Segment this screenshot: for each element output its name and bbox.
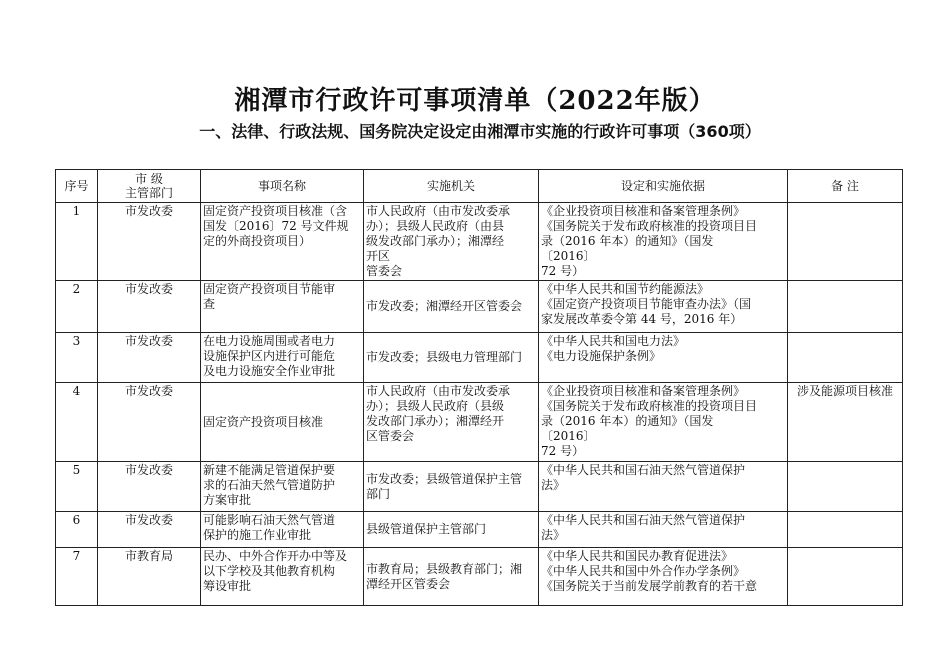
basis-line: 录（2016 年本）的通知》（国发 bbox=[541, 234, 714, 248]
basis-line: 72 号） bbox=[541, 264, 585, 278]
header-org: 实施机关 bbox=[364, 170, 539, 203]
org-line: 县级管道保护主管部门 bbox=[366, 522, 487, 536]
basis-line: 《企业投资项目核准和备案管理条例》 bbox=[541, 204, 746, 218]
basis-line: 〔2016〕 bbox=[541, 429, 596, 443]
cell-org bbox=[364, 462, 539, 512]
table-row bbox=[56, 333, 903, 383]
item-name-line: 求的石油天然气管道防护 bbox=[203, 478, 336, 492]
org-line: 管委会 bbox=[366, 264, 403, 278]
basis-line: 《国务院关于当前发展学前教育的若干意 bbox=[541, 579, 758, 593]
header-basis: 设定和实施依据 bbox=[539, 170, 788, 203]
basis-line: 《中华人民共和国节约能源法》 bbox=[541, 282, 710, 296]
item-name-line: 筹设审批 bbox=[203, 579, 252, 593]
item-name-line: 保护的施工作业审批 bbox=[203, 528, 312, 542]
cell-note bbox=[788, 512, 903, 548]
org-line: 潭经开区管委会 bbox=[366, 576, 451, 591]
item-name-line: 查 bbox=[203, 297, 216, 311]
basis-line: 《固定资产投资项目节能审查办法》（国 bbox=[541, 297, 752, 311]
cell-basis bbox=[539, 333, 788, 383]
basis-line: 《国务院关于发布政府核准的投资项目目 bbox=[541, 219, 758, 233]
cell-item-name bbox=[201, 512, 364, 548]
cell-org bbox=[364, 383, 539, 462]
basis-line: 《企业投资项目核准和备案管理条例》 bbox=[541, 384, 746, 398]
basis-line: 法》 bbox=[541, 528, 566, 542]
item-name-line: 新建不能满足管道保护要 bbox=[203, 463, 336, 477]
basis-line: 《国务院关于发布政府核准的投资项目目 bbox=[541, 399, 758, 413]
cell-org bbox=[364, 512, 539, 548]
permit-list-table bbox=[55, 169, 903, 606]
cell-dept: 市发改委 bbox=[98, 462, 201, 512]
org-line: 办）；县级人民政府（由县 bbox=[366, 219, 505, 233]
cell-no: 5 bbox=[56, 462, 98, 512]
cell-no: 4 bbox=[56, 383, 98, 462]
table-row bbox=[56, 203, 903, 281]
cell-dept: 市教育局 bbox=[98, 548, 201, 606]
cell-dept: 市发改委 bbox=[98, 383, 201, 462]
cell-item-name bbox=[201, 462, 364, 512]
cell-basis bbox=[539, 203, 788, 281]
cell-item-name bbox=[201, 548, 364, 606]
cell-basis bbox=[539, 462, 788, 512]
header-dept bbox=[98, 170, 201, 203]
item-name-line: 及电力设施安全作业审批 bbox=[203, 364, 336, 378]
org-line: 市教育局；县级教育部门；湘 bbox=[366, 561, 523, 576]
cell-no: 2 bbox=[56, 281, 98, 333]
table-row bbox=[56, 548, 903, 606]
basis-line: 《电力设施保护条例》 bbox=[541, 349, 662, 363]
org-line: 办）；县级人民政府（县级 bbox=[366, 399, 505, 413]
section-subtitle: 一、法律、行政法规、国务院决定设定由湘潭市实施的行政许可事项（360项） bbox=[199, 122, 761, 141]
item-name-line: 固定资产投资项目节能审 bbox=[203, 282, 336, 296]
cell-dept: 市发改委 bbox=[98, 512, 201, 548]
cell-note bbox=[788, 333, 903, 383]
cell-dept: 市发改委 bbox=[98, 333, 201, 383]
org-line: 区管委会 bbox=[366, 429, 415, 443]
cell-item-name bbox=[201, 383, 364, 462]
cell-note bbox=[788, 203, 903, 281]
cell-org bbox=[364, 548, 539, 606]
basis-line: 《中华人民共和国中外合作办学条例》 bbox=[541, 564, 746, 578]
cell-note: 涉及能源项目核准 bbox=[788, 383, 903, 462]
item-name-line: 方案审批 bbox=[203, 493, 252, 507]
cell-no: 7 bbox=[56, 548, 98, 606]
item-name-line: 在电力设施周围或者电力 bbox=[203, 334, 336, 348]
header-no: 序号 bbox=[56, 170, 98, 203]
cell-note bbox=[788, 281, 903, 333]
item-name-line: 定的外商投资项目） bbox=[203, 234, 312, 248]
cell-org bbox=[364, 203, 539, 281]
cell-org bbox=[364, 333, 539, 383]
org-line: 市发改委；县级电力管理部门 bbox=[366, 350, 523, 364]
basis-line: 《中华人民共和国民办教育促进法》 bbox=[541, 549, 734, 563]
cell-basis bbox=[539, 281, 788, 333]
basis-line: 《中华人民共和国石油天然气管道保护 bbox=[541, 513, 746, 527]
org-line: 部门 bbox=[366, 486, 391, 501]
header-name: 事项名称 bbox=[201, 170, 364, 203]
table-body bbox=[56, 203, 903, 606]
cell-dept: 市发改委 bbox=[98, 203, 201, 281]
cell-item-name bbox=[201, 333, 364, 383]
org-line: 市人民政府（由市发改委承 bbox=[366, 204, 511, 218]
cell-org bbox=[364, 281, 539, 333]
table-row bbox=[56, 281, 903, 333]
table-row bbox=[56, 512, 903, 548]
cell-item-name bbox=[201, 203, 364, 281]
basis-line: 《中华人民共和国石油天然气管道保护 bbox=[541, 463, 746, 477]
cell-basis bbox=[539, 512, 788, 548]
basis-line: 法》 bbox=[541, 478, 566, 492]
cell-dept: 市发改委 bbox=[98, 281, 201, 333]
org-line: 市人民政府（由市发改委承 bbox=[366, 384, 511, 398]
cell-note bbox=[788, 548, 903, 606]
table-header-row bbox=[56, 170, 903, 203]
cell-item-name bbox=[201, 281, 364, 333]
org-line: 开区 bbox=[366, 249, 391, 263]
basis-line: 72 号） bbox=[541, 444, 585, 458]
basis-line: 《中华人民共和国电力法》 bbox=[541, 334, 686, 348]
cell-note bbox=[788, 462, 903, 512]
item-name-line: 民办、中外合作开办中等及 bbox=[203, 549, 348, 563]
basis-line: 录（2016 年本）的通知》（国发 bbox=[541, 414, 714, 428]
org-line: 级发改部门承办）；湘潭经 bbox=[366, 234, 505, 248]
header-note: 备 注 bbox=[788, 170, 903, 203]
table-row bbox=[56, 383, 903, 462]
header-dept-line1: 市 级 bbox=[135, 172, 163, 186]
org-line: 市发改委；县级管道保护主管 bbox=[366, 471, 523, 486]
item-name-line: 设施保护区内进行可能危 bbox=[203, 349, 336, 363]
org-line: 市发改委；湘潭经开区管委会 bbox=[366, 299, 523, 313]
cell-basis bbox=[539, 383, 788, 462]
item-name-line: 可能影响石油天然气管道 bbox=[203, 513, 336, 527]
table-row bbox=[56, 462, 903, 512]
page-title: 湘潭市行政许可事项清单（2022年版） bbox=[234, 86, 716, 116]
org-line: 发改部门承办）；湘潭经开 bbox=[366, 414, 505, 428]
header-dept-line2: 主管部门 bbox=[124, 186, 173, 200]
item-name-line: 国发〔2016〕72 号文件规 bbox=[203, 219, 349, 233]
item-name-line: 固定资产投资项目核准 bbox=[203, 414, 324, 429]
cell-no: 1 bbox=[56, 203, 98, 281]
basis-line: 家发展改革委令第 44 号，2016 年） bbox=[541, 312, 743, 326]
item-name-line: 固定资产投资项目核准（含 bbox=[203, 204, 348, 218]
cell-basis bbox=[539, 548, 788, 606]
cell-no: 3 bbox=[56, 333, 98, 383]
basis-line: 〔2016〕 bbox=[541, 249, 596, 263]
item-name-line: 以下学校及其他教育机构 bbox=[203, 564, 336, 578]
cell-no: 6 bbox=[56, 512, 98, 548]
